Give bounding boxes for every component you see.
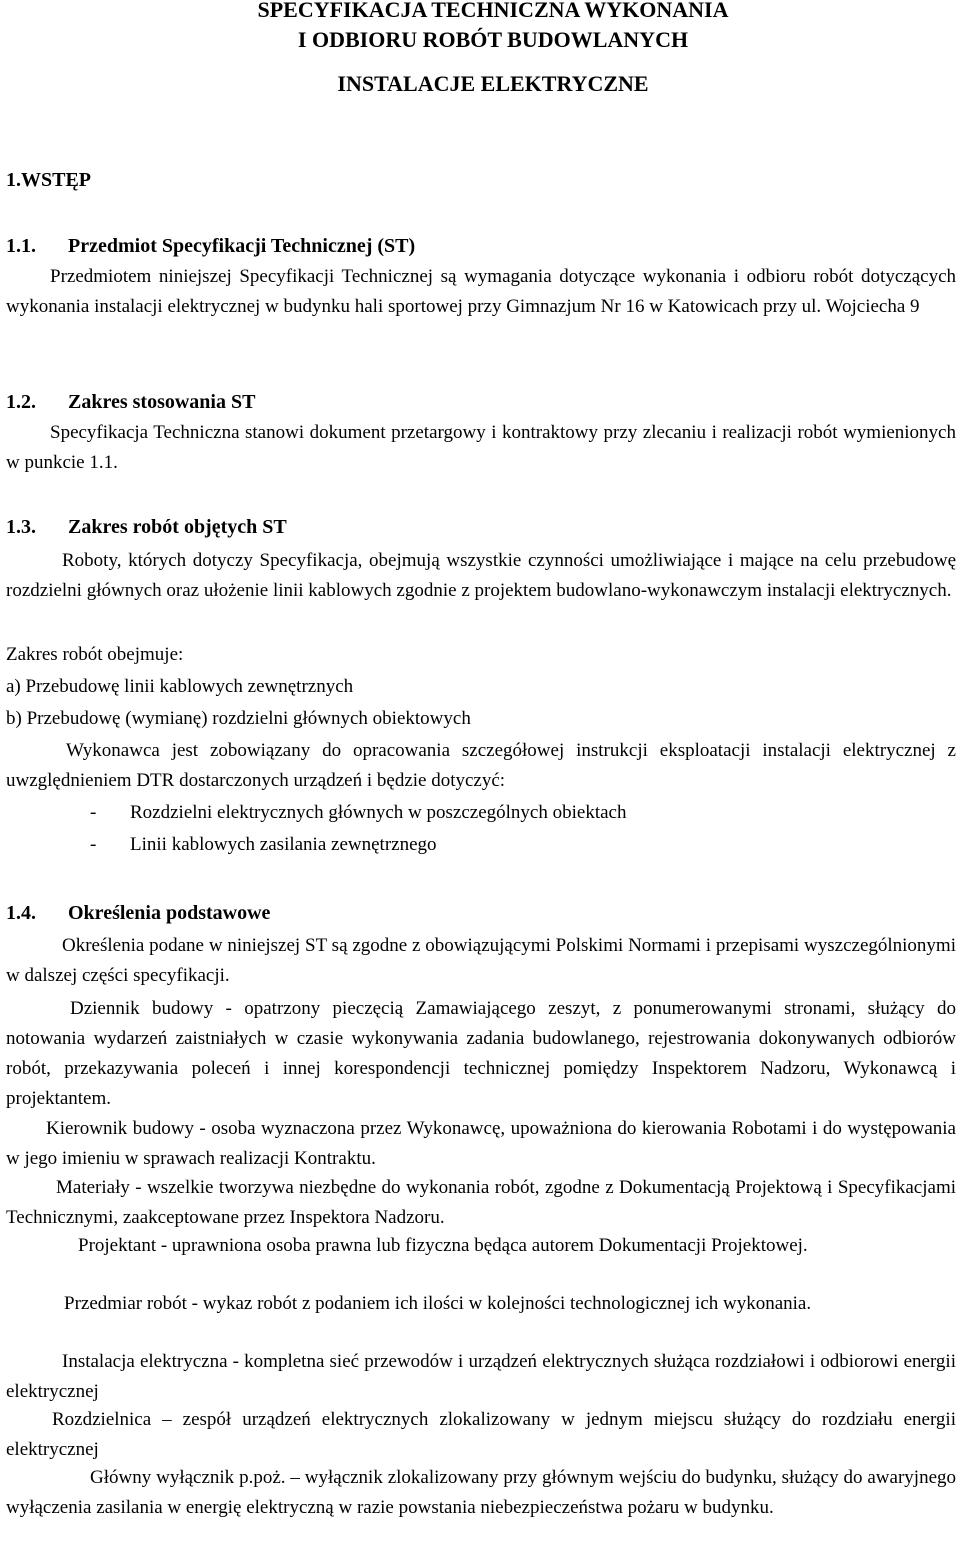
section-1-1-heading	[6, 231, 415, 261]
definition-paragraph: Dziennik budowy - opatrzony pieczęcią Zamawiającego zeszyt, z ponumerowanymi stronami, służący do notowania wydarzeń zaistniałych w czasie wykonywania zadania budowlanego, rejestrowania dokonywanych odbiorów robót, przekazywania poleceń i innej korespondencji technicznej pomiędzy Inspektorem Nadzoru, Wykonawcą i projektantem.	[6, 998, 956, 1109]
section-1-2-text: Specyfikacja Techniczna stanowi dokument przetargowy i kontraktowy przy zlecaniu i realizacji robót wymienionych w punkcie 1.1.	[6, 422, 956, 473]
definition-paragraph: Określenia podane w niniejszej ST są zgodne z obowiązującymi Polskimi Normami i przepisami wyszczególnionymi w dalszej części specyfikacji.	[6, 935, 956, 986]
section-title: Przedmiot Specyfikacji Technicznej (ST)	[68, 235, 416, 257]
bullet-dash: -	[90, 802, 97, 823]
definition-paragraph: Instalacja elektryczna - kompletna sieć przewodów i urządzeń elektrycznych służąca rozdziałowi i odbiorowi energii elektrycznej	[6, 1351, 956, 1402]
document-subtitle: INSTALACJE ELEKTRYCZNE	[337, 71, 649, 96]
section-number: 1.4.	[6, 902, 36, 924]
section-title: Zakres robót objętych ST	[68, 516, 287, 538]
document-title-line2: I ODBIORU ROBÓT BUDOWLANYCH	[297, 27, 689, 52]
definition-paragraph: Kierownik budowy - osoba wyznaczona przez Wykonawcę, upoważniona do kierowania Robotami i do występowania w jego imieniu w sprawach realizacji Kontraktu.	[6, 1118, 956, 1169]
bullet-dash: -	[90, 834, 97, 855]
bullet-item	[90, 798, 626, 828]
contractor-text: Wykonawca jest zobowiązany do opracowania szczegółowej instrukcji eksploatacji instalacji elektrycznej z uwzględnieniem DTR dostarczonych urządzeń i będzie dotyczyć:	[6, 740, 956, 791]
section-1-1-text: Przedmiotem niniejszej Specyfikacji Technicznej są wymagania dotyczące wykonania i odbioru robót dotyczących wykonania instalacji elektrycznej w budynku hali sportowej przy Gimnazjum Nr 16 w Katowicach przy ul. Wojciecha 9	[6, 266, 956, 317]
definition-paragraph: Projektant - uprawniona osoba prawna lub fizyczna będąca autorem Dokumentacji Projektowej.	[78, 1235, 808, 1256]
scope-item-b: b) Przebudowę (wymianę) rozdzielni głównych obiektowych	[6, 708, 471, 729]
section-1-2-heading	[6, 387, 255, 417]
definition-paragraph: Rozdzielnica – zespół urządzeń elektrycznych zlokalizowany w jednym miejscu służący do rozdziału energii elektrycznej	[6, 1409, 956, 1460]
scope-item-a: a) Przebudowę linii kablowych zewnętrznych	[6, 676, 354, 697]
document-title-line1: SPECYFIKACJA TECHNICZNA WYKONANIA	[257, 0, 729, 22]
section-1-3-text: Roboty, których dotyczy Specyfikacja, obejmują wszystkie czynności umożliwiające i mające na celu przebudowę rozdzielni głównych oraz ułożenie linii kablowych zgodnie z projektem budowlano-wykonawczym instalacji elektrycznych.	[6, 550, 956, 601]
section-number: 1.3.	[6, 516, 36, 538]
definition-paragraph: Przedmiar robót - wykaz robót z podaniem ich ilości w kolejności technologicznej ich wykonania.	[64, 1293, 812, 1314]
section-title: Zakres stosowania ST	[68, 391, 256, 413]
bullet-text: Rozdzielni elektrycznych głównych w poszczególnych obiektach	[130, 802, 627, 823]
intro-heading: 1.WSTĘP	[6, 169, 92, 191]
section-number: 1.1.	[6, 235, 36, 257]
definition-paragraph: Materiały - wszelkie tworzywa niezbędne do wykonania robót, zgodne z Dokumentacją Projektową i Specyfikacjami Technicznymi, zaakceptowane przez Inspektora Nadzoru.	[6, 1177, 956, 1228]
section-1-3-heading	[6, 512, 287, 542]
section-title: Określenia podstawowe	[68, 902, 271, 924]
bullet-text: Linii kablowych zasilania zewnętrznego	[130, 834, 437, 855]
scope-label: Zakres robót obejmuje:	[6, 644, 184, 665]
bullet-item	[90, 830, 437, 860]
section-number: 1.2.	[6, 391, 36, 413]
definition-paragraph: Główny wyłącznik p.poż. – wyłącznik zlokalizowany przy głównym wejściu do budynku, służący do awaryjnego wyłączenia zasilania w energię elektryczną w razie powstania niebezpieczeństwa pożaru w budynku.	[6, 1467, 956, 1518]
section-1-4-heading	[6, 898, 270, 928]
